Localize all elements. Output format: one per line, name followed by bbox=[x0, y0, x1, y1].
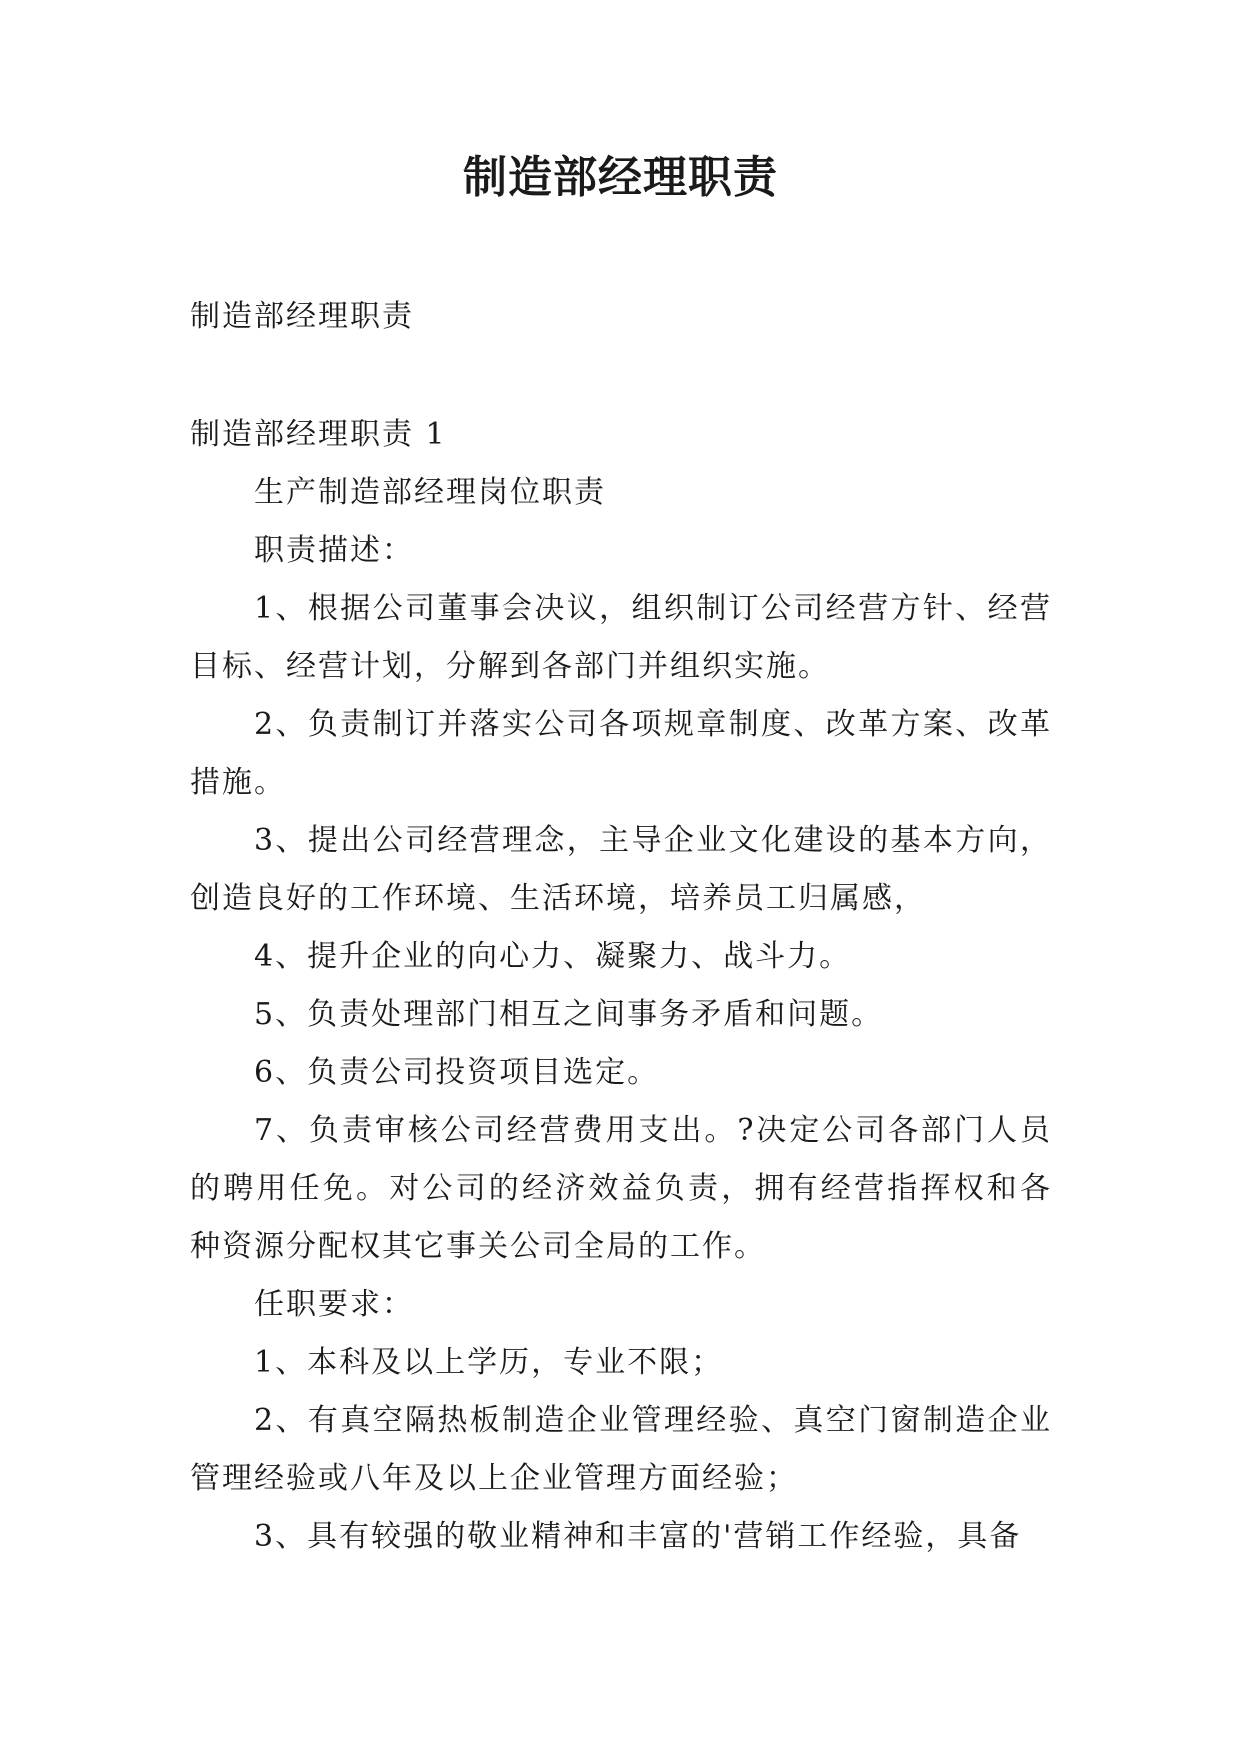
paragraph-duty-6: 6、负责公司投资项目选定。 bbox=[254, 1055, 660, 1090]
paragraph-duty-7: 7、负责审核公司经营费用支出。?决定公司各部门人员的聘用任免。对公司的经济效益负责，拥有经营指挥权和各种资源分配权其它事关公司全局的工作。 bbox=[190, 1113, 1052, 1264]
paragraph-requirement-1: 1、本科及以上学历，专业不限； bbox=[254, 1345, 724, 1380]
paragraph-job-title: 生产制造部经理岗位职责 bbox=[254, 475, 606, 510]
paragraph-duty-2: 2、负责制订并落实公司各项规章制度、改革方案、改革措施。 bbox=[190, 707, 1052, 800]
paragraph-duties-heading: 职责描述： bbox=[254, 533, 414, 568]
document-title: 制造部经理职责 bbox=[463, 152, 778, 203]
paragraph-requirement-2: 2、有真空隔热板制造企业管理经验、真空门窗制造企业管理经验或八年及以上企业管理方面经验； bbox=[190, 1403, 1052, 1496]
paragraph-duty-4: 4、提升企业的向心力、凝聚力、战斗力。 bbox=[254, 939, 852, 974]
paragraph-requirements-heading: 任职要求： bbox=[254, 1287, 414, 1322]
section-heading: 制造部经理职责 1 bbox=[190, 417, 447, 452]
paragraph-duty-1: 1、根据公司董事会决议，组织制订公司经营方针、经营目标、经营计划，分解到各部门并组织实施。 bbox=[190, 591, 1052, 684]
paragraph-duty-5: 5、负责处理部门相互之间事务矛盾和问题。 bbox=[254, 997, 884, 1032]
paragraph-requirement-3: 3、具有较强的敬业精神和丰富的'营销工作经验，具备 bbox=[254, 1519, 1022, 1554]
paragraph-duty-3: 3、提出公司经营理念，主导企业文化建设的基本方向，创造良好的工作环境、生活环境，培养员工归属感， bbox=[190, 823, 1052, 916]
document-subtitle: 制造部经理职责 bbox=[190, 299, 414, 334]
section-body bbox=[190, 464, 1052, 1566]
